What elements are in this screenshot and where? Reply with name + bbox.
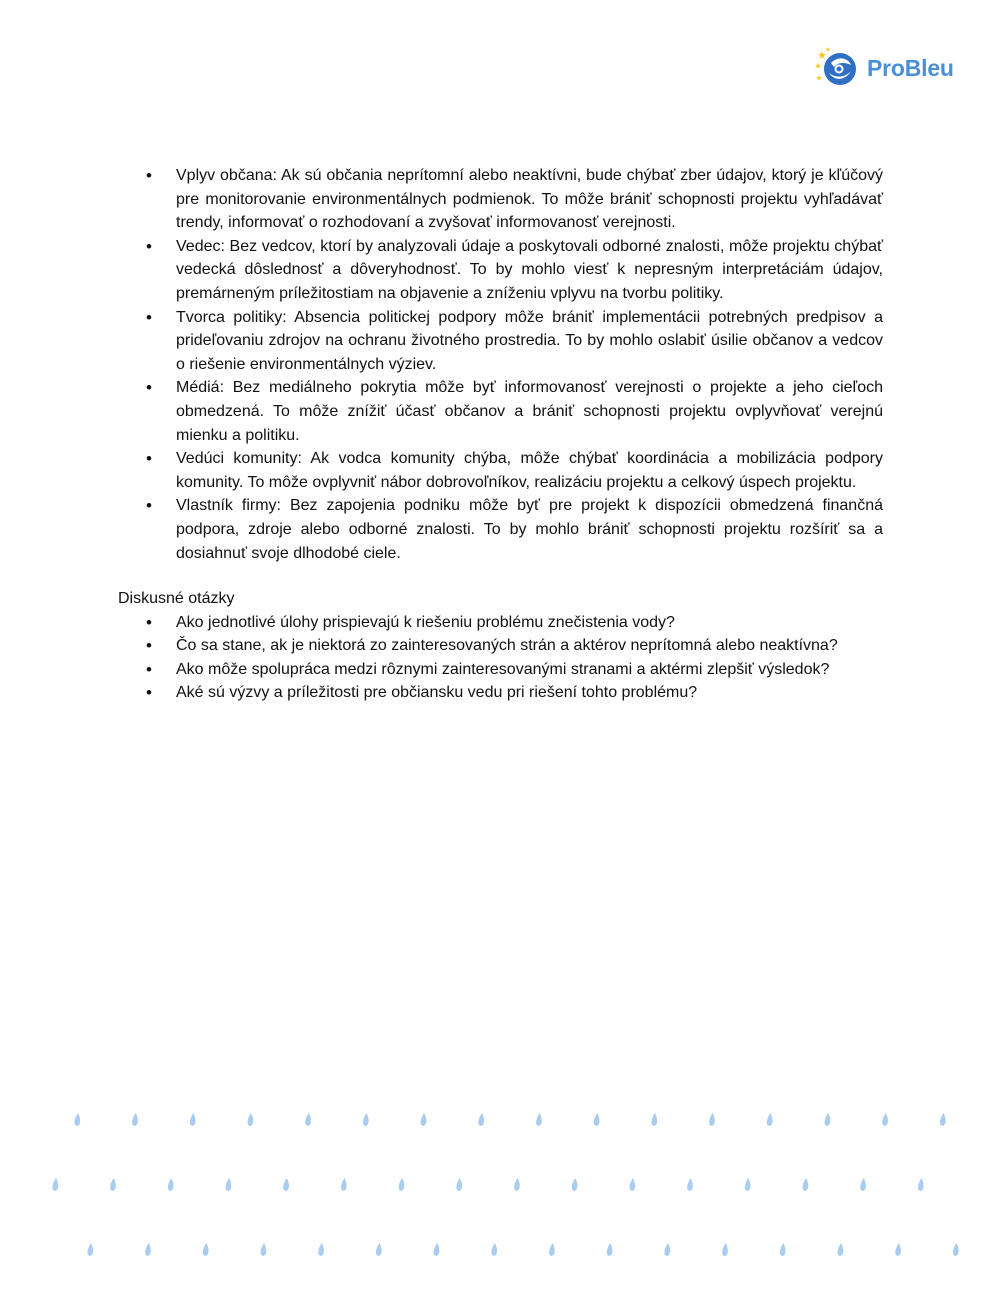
water-drop-icon (767, 1113, 773, 1126)
water-drop-icon (261, 1243, 267, 1256)
water-drop-icon (421, 1113, 427, 1126)
water-drop-icon (74, 1113, 80, 1126)
probleu-logo-icon (815, 45, 861, 91)
water-drop-icon (305, 1113, 311, 1126)
water-drop-icon (838, 1243, 844, 1256)
water-drop-icon (895, 1243, 901, 1256)
discussion-heading: Diskusné otázky (118, 590, 235, 608)
water-drop-icon (882, 1113, 888, 1126)
water-drop-icon (145, 1243, 151, 1256)
page-content (118, 164, 883, 705)
roles-list (118, 164, 883, 565)
water-drop-icon (132, 1113, 138, 1126)
probleu-logo (815, 45, 954, 91)
water-drop-icon (491, 1243, 497, 1256)
water-drop-icon (549, 1243, 555, 1256)
water-drop-icon (341, 1178, 347, 1191)
water-drop-icon (110, 1178, 116, 1191)
list-item: • Vedec: Bez vedcov, ktorí by analyzovali údaje a poskytovali odborné znalosti, môže projektu chýbať vedecká dôslednosť a dôveryhodnosť. To by mohlo viesť k nepresným interpretáciám údajov, premárneným príležitostiam na objavenie a zníženiu vplyvu na tvorbu politiky. (118, 235, 883, 306)
water-drop-icon (825, 1113, 831, 1126)
water-drop-icon (664, 1243, 670, 1256)
water-drop-icon (536, 1113, 542, 1126)
list-item: • Vedúci komunity: Ak vodca komunity chýba, môže chýbať koordinácia a mobilizácia podpory komunity. To môže ovplyvniť nábor dobrovoľníkov, realizáciu projektu a celkový úspech projektu. (118, 447, 883, 494)
water-drop-icon (203, 1243, 209, 1256)
water-drop-icon (607, 1243, 613, 1256)
water-drop-icon (709, 1113, 715, 1126)
water-drop-icon (687, 1178, 693, 1191)
water-drop-icon (918, 1178, 924, 1191)
water-drop-icon (651, 1113, 657, 1126)
water-drop-icon (190, 1113, 196, 1126)
water-drop-icon (456, 1178, 462, 1191)
water-drop-icon (283, 1178, 289, 1191)
list-item: • Čo sa stane, ak je niektorá zo zainteresovaných strán a aktérov neprítomná alebo neaktívna? (118, 634, 883, 658)
water-drop-icon (745, 1178, 751, 1191)
water-drop-icon (226, 1178, 232, 1191)
water-drop-pattern (0, 1100, 1000, 1280)
brand-name: ProBleu (867, 54, 954, 81)
water-drop-icon (722, 1243, 728, 1256)
list-item: • Médiá: Bez mediálneho pokrytia môže byť informovanosť verejnosti o projekte a jeho cieľoch obmedzená. To môže znížiť účasť občanov a brániť schopnosti projektu ovplyvňovať verejnú mienku a politiku. (118, 376, 883, 447)
water-drop-icon (860, 1178, 866, 1191)
water-drop-icon (318, 1243, 324, 1256)
water-drop-icon (52, 1178, 58, 1191)
water-drop-icon (629, 1178, 635, 1191)
list-item: • Tvorca politiky: Absencia politickej podpory môže brániť implementácii potrebných predpisov a prideľovaniu zdrojov na ochranu životného prostredia. To by mohlo oslabiť úsilie občanov a vedcov o riešenie environmentálnych výziev. (118, 306, 883, 377)
water-drop-icon (87, 1243, 93, 1256)
water-drop-icon (168, 1178, 174, 1191)
water-drop-icon (478, 1113, 484, 1126)
water-drop-icon (248, 1113, 254, 1126)
list-item: • Ako môže spolupráca medzi rôznymi zainteresovanými stranami a aktérmi zlepšiť výsledok? (118, 658, 883, 682)
list-item: • Vlastník firmy: Bez zapojenia podniku môže byť pre projekt k dispozícii obmedzená finančná podpora, zdroje alebo odborné znalosti. To by mohlo brániť schopnosti projektu rozšíriť sa a dosiahnuť svoje dlhodobé ciele. (118, 494, 883, 565)
list-item: • Ako jednotlivé úlohy prispievajú k riešeniu problému znečistenia vody? (118, 611, 883, 635)
list-item: • Vplyv občana: Ak sú občania neprítomní alebo neaktívni, bude chýbať zber údajov, ktorý je kľúčový pre monitorovanie environmentálnych podmienok. To môže brániť schopnosti projektu vyhľadávať trendy, informovať o rozhodovaní a zvyšovať informovanosť verejnosti. (118, 164, 883, 235)
water-drop-icon (376, 1243, 382, 1256)
list-item: • Aké sú výzvy a príležitosti pre občiansku vedu pri riešení tohto problému? (118, 681, 883, 705)
water-drop-icon (434, 1243, 440, 1256)
water-drop-icon (514, 1178, 520, 1191)
water-drop-icon (363, 1113, 369, 1126)
water-drop-icon (399, 1178, 405, 1191)
discussion-questions-list (118, 611, 883, 705)
water-drop-icon (953, 1243, 959, 1256)
water-drop-icon (940, 1113, 946, 1126)
water-drop-icon (780, 1243, 786, 1256)
water-drop-icon (803, 1178, 809, 1191)
water-drop-icon (572, 1178, 578, 1191)
water-drop-icon (594, 1113, 600, 1126)
